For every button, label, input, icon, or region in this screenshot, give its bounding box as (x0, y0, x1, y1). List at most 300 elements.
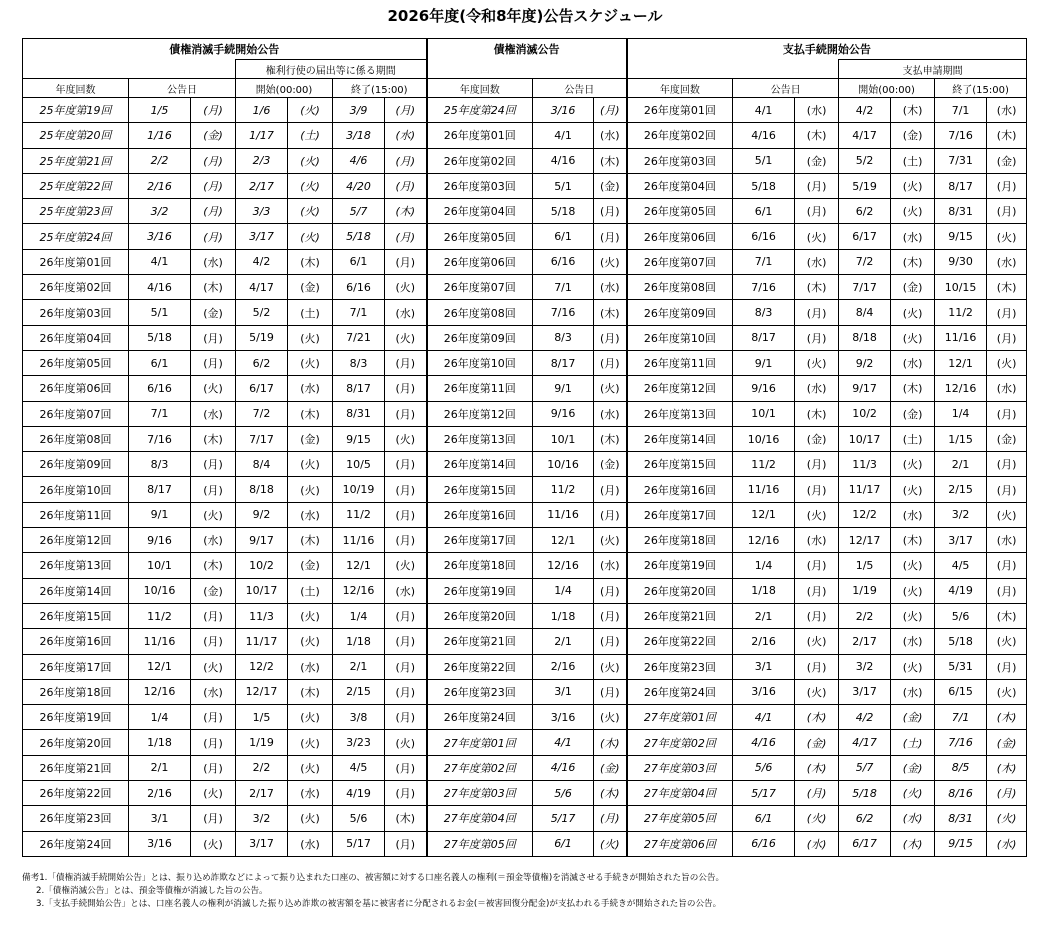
cell-s1-end-weekday: (月) (385, 603, 427, 628)
cell-s1-start-date: 11/17 (236, 629, 288, 654)
cell-s3-start-date: 2/17 (839, 629, 891, 654)
cell-s1-end-weekday: (木) (385, 806, 427, 831)
cell-s3-start-date: 3/2 (839, 654, 891, 679)
header-rights-period: 権利行使の届出等に係る期間 (236, 60, 427, 79)
cell-s2-announce-date: 10/16 (533, 452, 594, 477)
cell-s3-start-weekday: (火) (891, 199, 935, 224)
cell-s1-start-date: 12/17 (236, 679, 288, 704)
cell-s3-announce-date: 10/1 (733, 401, 795, 426)
cell-s2-announce-date: 3/1 (533, 679, 594, 704)
cell-s2-round: 26年度第03回 (427, 173, 533, 198)
cell-s1-end-date: 2/15 (333, 679, 385, 704)
cell-s3-round: 27年度第02回 (627, 730, 733, 755)
cell-s3-start-weekday: (火) (891, 300, 935, 325)
cell-s3-end-weekday: (月) (987, 578, 1027, 603)
cell-s3-start-weekday: (金) (891, 123, 935, 148)
cell-s1-end-date: 9/15 (333, 426, 385, 451)
cell-s1-round: 25年度第19回 (23, 98, 129, 123)
cell-s3-start-weekday: (火) (891, 452, 935, 477)
cell-s3-end-date: 1/4 (935, 401, 987, 426)
cell-s1-start-weekday: (木) (288, 679, 333, 704)
cell-s3-round: 26年度第07回 (627, 249, 733, 274)
cell-s3-end-date: 9/30 (935, 249, 987, 274)
cell-s1-round: 26年度第10回 (23, 477, 129, 502)
cell-s2-announce-weekday: (水) (594, 553, 627, 578)
cell-s1-start-date: 5/19 (236, 325, 288, 350)
cell-s1-end-date: 3/23 (333, 730, 385, 755)
cell-s3-round: 27年度第03回 (627, 755, 733, 780)
cell-s1-announce-weekday: (水) (191, 679, 236, 704)
cell-s3-announce-date: 1/18 (733, 578, 795, 603)
cell-s1-start-weekday: (金) (288, 426, 333, 451)
header-group-debt-extinction: 債権消滅公告 (427, 39, 627, 60)
cell-s3-end-date: 9/15 (935, 224, 987, 249)
cell-s2-announce-date: 4/16 (533, 755, 594, 780)
cell-s2-round: 26年度第10回 (427, 350, 533, 375)
cell-s3-start-date: 5/18 (839, 781, 891, 806)
cell-s1-announce-weekday: (月) (191, 629, 236, 654)
cell-s2-announce-weekday: (金) (594, 452, 627, 477)
cell-s3-end-date: 12/1 (935, 350, 987, 375)
cell-s3-announce-date: 4/16 (733, 123, 795, 148)
table-row (23, 98, 1027, 123)
cell-s2-announce-date: 12/1 (533, 528, 594, 553)
header-end: 終了(15:00) (333, 79, 427, 98)
cell-s3-announce-weekday: (木) (795, 755, 839, 780)
cell-s3-start-date: 6/2 (839, 806, 891, 831)
cell-s3-round: 26年度第10回 (627, 325, 733, 350)
cell-s2-announce-weekday: (木) (594, 781, 627, 806)
cell-s3-end-weekday: (月) (987, 173, 1027, 198)
cell-s1-announce-date: 7/16 (129, 426, 191, 451)
cell-s3-announce-date: 12/1 (733, 502, 795, 527)
cell-s1-round: 25年度第21回 (23, 148, 129, 173)
cell-s1-announce-date: 3/1 (129, 806, 191, 831)
cell-s3-start-date: 8/4 (839, 300, 891, 325)
cell-s1-end-date: 6/1 (333, 249, 385, 274)
cell-s1-end-date: 4/20 (333, 173, 385, 198)
table-row (23, 629, 1027, 654)
cell-s3-round: 26年度第20回 (627, 578, 733, 603)
cell-s3-start-date: 7/17 (839, 275, 891, 300)
cell-s2-announce-weekday: (月) (594, 629, 627, 654)
cell-s3-round: 26年度第19回 (627, 553, 733, 578)
cell-s1-round: 26年度第22回 (23, 781, 129, 806)
cell-s3-round: 26年度第16回 (627, 477, 733, 502)
cell-s1-announce-weekday: (木) (191, 426, 236, 451)
cell-s1-start-weekday: (土) (288, 123, 333, 148)
cell-s1-start-date: 9/2 (236, 502, 288, 527)
table-row (23, 781, 1027, 806)
cell-s3-end-date: 8/31 (935, 199, 987, 224)
cell-s1-announce-weekday: (月) (191, 705, 236, 730)
cell-s1-end-weekday: (火) (385, 275, 427, 300)
cell-s1-start-date: 3/3 (236, 199, 288, 224)
cell-s2-announce-date: 2/1 (533, 629, 594, 654)
cell-s2-round: 26年度第07回 (427, 275, 533, 300)
cell-s3-announce-date: 1/4 (733, 553, 795, 578)
cell-s3-round: 26年度第04回 (627, 173, 733, 198)
cell-s3-end-weekday: (水) (987, 98, 1027, 123)
cell-s1-round: 26年度第17回 (23, 654, 129, 679)
cell-s1-start-date: 10/17 (236, 578, 288, 603)
table-row (23, 730, 1027, 755)
cell-s3-announce-date: 6/16 (733, 224, 795, 249)
table-row (23, 426, 1027, 451)
cell-s1-announce-date: 3/16 (129, 224, 191, 249)
cell-s1-announce-date: 2/2 (129, 148, 191, 173)
cell-s3-end-date: 11/16 (935, 325, 987, 350)
cell-s3-start-date: 5/19 (839, 173, 891, 198)
cell-s1-end-weekday: (月) (385, 705, 427, 730)
cell-s3-announce-weekday: (月) (795, 173, 839, 198)
cell-s3-end-weekday: (水) (987, 249, 1027, 274)
cell-s1-end-date: 2/1 (333, 654, 385, 679)
cell-s1-end-date: 6/16 (333, 275, 385, 300)
cell-s1-announce-weekday: (火) (191, 781, 236, 806)
cell-s3-start-date: 12/2 (839, 502, 891, 527)
cell-s2-announce-weekday: (木) (594, 730, 627, 755)
cell-s1-announce-date: 1/18 (129, 730, 191, 755)
cell-s1-start-weekday: (水) (288, 502, 333, 527)
cell-s1-announce-weekday: (火) (191, 654, 236, 679)
header-start: 開始(00:00) (236, 79, 333, 98)
cell-s1-announce-weekday: (金) (191, 300, 236, 325)
cell-s3-announce-weekday: (月) (795, 603, 839, 628)
cell-s3-start-date: 10/17 (839, 426, 891, 451)
cell-s2-announce-weekday: (月) (594, 477, 627, 502)
cell-s3-start-weekday: (火) (891, 553, 935, 578)
cell-s3-end-weekday: (月) (987, 553, 1027, 578)
cell-s1-start-date: 7/2 (236, 401, 288, 426)
cell-s3-start-weekday: (土) (891, 730, 935, 755)
cell-s1-announce-date: 9/16 (129, 528, 191, 553)
cell-s2-announce-weekday: (水) (594, 123, 627, 148)
cell-s3-start-date: 4/17 (839, 730, 891, 755)
cell-s1-start-weekday: (火) (288, 98, 333, 123)
cell-s3-start-date: 5/7 (839, 755, 891, 780)
cell-s1-end-date: 7/21 (333, 325, 385, 350)
cell-s3-announce-weekday: (水) (795, 528, 839, 553)
cell-s3-start-date: 9/17 (839, 376, 891, 401)
cell-s1-round: 26年度第20回 (23, 730, 129, 755)
cell-s3-announce-weekday: (木) (795, 275, 839, 300)
cell-s3-announce-date: 5/1 (733, 148, 795, 173)
cell-s3-end-weekday: (木) (987, 705, 1027, 730)
cell-s1-start-weekday: (木) (288, 528, 333, 553)
cell-s3-end-weekday: (金) (987, 148, 1027, 173)
cell-s1-start-date: 8/4 (236, 452, 288, 477)
cell-s3-end-weekday: (水) (987, 376, 1027, 401)
cell-s1-announce-weekday: (金) (191, 123, 236, 148)
table-row (23, 654, 1027, 679)
cell-s1-start-date: 12/2 (236, 654, 288, 679)
cell-s3-round: 26年度第09回 (627, 300, 733, 325)
cell-s3-end-weekday: (水) (987, 528, 1027, 553)
cell-s1-round: 26年度第06回 (23, 376, 129, 401)
cell-s1-start-date: 5/2 (236, 300, 288, 325)
header-round: 年度回数 (23, 79, 129, 98)
cell-s2-announce-date: 9/1 (533, 376, 594, 401)
cell-s1-announce-date: 3/2 (129, 199, 191, 224)
cell-s1-start-date: 9/17 (236, 528, 288, 553)
cell-s1-start-date: 3/17 (236, 831, 288, 856)
cell-s1-round: 26年度第05回 (23, 350, 129, 375)
cell-s1-end-weekday: (月) (385, 654, 427, 679)
cell-s3-announce-date: 11/2 (733, 452, 795, 477)
cell-s1-start-date: 2/3 (236, 148, 288, 173)
cell-s3-round: 26年度第11回 (627, 350, 733, 375)
cell-s3-announce-date: 5/17 (733, 781, 795, 806)
cell-s3-end-date: 9/15 (935, 831, 987, 856)
cell-s2-round: 26年度第14回 (427, 452, 533, 477)
cell-s3-end-weekday: (火) (987, 502, 1027, 527)
cell-s3-start-weekday: (金) (891, 401, 935, 426)
cell-s2-announce-weekday: (火) (594, 831, 627, 856)
cell-s1-end-weekday: (火) (385, 325, 427, 350)
cell-s2-round: 26年度第04回 (427, 199, 533, 224)
cell-s2-announce-date: 6/1 (533, 224, 594, 249)
table-row (23, 452, 1027, 477)
cell-s1-round: 26年度第13回 (23, 553, 129, 578)
cell-s2-round: 26年度第19回 (427, 578, 533, 603)
cell-s1-start-date: 3/2 (236, 806, 288, 831)
cell-s2-announce-date: 1/4 (533, 578, 594, 603)
cell-s1-end-date: 4/5 (333, 755, 385, 780)
schedule-body (23, 98, 1027, 857)
cell-s1-start-weekday: (火) (288, 755, 333, 780)
header-group-payment-start: 支払手続開始公告 (627, 39, 1027, 60)
cell-s2-round: 26年度第05回 (427, 224, 533, 249)
cell-s2-announce-weekday: (木) (594, 426, 627, 451)
cell-s2-round: 26年度第21回 (427, 629, 533, 654)
cell-s2-announce-date: 2/16 (533, 654, 594, 679)
cell-s1-round: 26年度第21回 (23, 755, 129, 780)
cell-s2-round: 26年度第09回 (427, 325, 533, 350)
cell-s1-round: 25年度第22回 (23, 173, 129, 198)
cell-s1-start-date: 3/17 (236, 224, 288, 249)
table-row (23, 477, 1027, 502)
notes (22, 872, 1032, 911)
cell-s3-start-date: 6/17 (839, 831, 891, 856)
cell-s1-round: 26年度第23回 (23, 806, 129, 831)
cell-s3-start-weekday: (水) (891, 679, 935, 704)
cell-s1-announce-date: 4/1 (129, 249, 191, 274)
cell-s3-announce-weekday: (水) (795, 249, 839, 274)
cell-s1-start-weekday: (火) (288, 603, 333, 628)
cell-s1-start-weekday: (火) (288, 325, 333, 350)
cell-s1-announce-date: 12/1 (129, 654, 191, 679)
cell-s2-announce-date: 1/18 (533, 603, 594, 628)
cell-s3-start-weekday: (水) (891, 629, 935, 654)
cell-s2-announce-weekday: (月) (594, 679, 627, 704)
cell-s1-start-weekday: (木) (288, 249, 333, 274)
cell-s3-end-weekday: (月) (987, 781, 1027, 806)
cell-s3-start-date: 1/19 (839, 578, 891, 603)
cell-s1-end-weekday: (月) (385, 98, 427, 123)
cell-s3-round: 26年度第22回 (627, 629, 733, 654)
cell-s3-start-date: 10/2 (839, 401, 891, 426)
cell-s1-announce-weekday: (月) (191, 98, 236, 123)
cell-s2-announce-date: 4/16 (533, 148, 594, 173)
cell-s1-announce-weekday: (月) (191, 477, 236, 502)
cell-s2-round: 26年度第06回 (427, 249, 533, 274)
header-payment-period: 支払申請期間 (839, 60, 1027, 79)
cell-s3-announce-weekday: (火) (795, 679, 839, 704)
cell-s1-start-weekday: (火) (288, 705, 333, 730)
cell-s2-announce-weekday: (火) (594, 654, 627, 679)
page-title: 2026年度(令和8年度)公告スケジュール (387, 7, 663, 25)
cell-s3-round: 26年度第12回 (627, 376, 733, 401)
cell-s2-announce-date: 10/1 (533, 426, 594, 451)
cell-s3-end-weekday: (木) (987, 603, 1027, 628)
table-row (23, 224, 1027, 249)
cell-s1-announce-date: 10/16 (129, 578, 191, 603)
cell-s1-end-date: 4/19 (333, 781, 385, 806)
cell-s1-round: 26年度第01回 (23, 249, 129, 274)
cell-s1-start-date: 10/2 (236, 553, 288, 578)
cell-s3-start-weekday: (水) (891, 350, 935, 375)
cell-s1-announce-weekday: (木) (191, 275, 236, 300)
cell-s3-announce-weekday: (木) (795, 123, 839, 148)
cell-s2-announce-weekday: (月) (594, 98, 627, 123)
cell-s3-end-date: 2/15 (935, 477, 987, 502)
cell-s2-round: 27年度第04回 (427, 806, 533, 831)
cell-s3-start-weekday: (水) (891, 806, 935, 831)
cell-s1-announce-date: 6/16 (129, 376, 191, 401)
cell-s3-announce-weekday: (月) (795, 199, 839, 224)
cell-s1-round: 26年度第19回 (23, 705, 129, 730)
cell-s3-announce-weekday: (水) (795, 98, 839, 123)
cell-s3-start-weekday: (火) (891, 781, 935, 806)
cell-s1-start-weekday: (水) (288, 831, 333, 856)
cell-s3-announce-date: 3/16 (733, 679, 795, 704)
cell-s2-announce-weekday: (木) (594, 300, 627, 325)
cell-s1-end-date: 8/31 (333, 401, 385, 426)
cell-s3-end-date: 11/2 (935, 300, 987, 325)
cell-s2-announce-date: 7/1 (533, 275, 594, 300)
cell-s1-end-weekday: (火) (385, 553, 427, 578)
cell-s3-announce-weekday: (木) (795, 401, 839, 426)
cell-s1-announce-weekday: (水) (191, 528, 236, 553)
cell-s2-announce-weekday: (月) (594, 199, 627, 224)
cell-s1-start-weekday: (火) (288, 452, 333, 477)
cell-s3-start-date: 11/3 (839, 452, 891, 477)
cell-s1-announce-date: 11/2 (129, 603, 191, 628)
cell-s3-end-weekday: (木) (987, 275, 1027, 300)
cell-s2-announce-date: 11/2 (533, 477, 594, 502)
cell-s1-end-weekday: (火) (385, 426, 427, 451)
cell-s2-announce-date: 11/16 (533, 502, 594, 527)
cell-s1-announce-weekday: (月) (191, 730, 236, 755)
header-announce-date: 公告日 (733, 79, 839, 98)
cell-s1-round: 26年度第02回 (23, 275, 129, 300)
cell-s1-end-weekday: (月) (385, 477, 427, 502)
cell-s2-announce-date: 7/16 (533, 300, 594, 325)
cell-s3-start-date: 5/2 (839, 148, 891, 173)
cell-s3-end-date: 7/31 (935, 148, 987, 173)
cell-s2-announce-weekday: (火) (594, 249, 627, 274)
cell-s2-announce-date: 5/1 (533, 173, 594, 198)
cell-s3-announce-weekday: (火) (795, 629, 839, 654)
cell-s1-end-weekday: (月) (385, 831, 427, 856)
table-row (23, 806, 1027, 831)
cell-s3-end-weekday: (月) (987, 452, 1027, 477)
cell-s3-start-date: 1/5 (839, 553, 891, 578)
cell-s3-end-weekday: (月) (987, 654, 1027, 679)
cell-s3-end-date: 7/1 (935, 98, 987, 123)
cell-s3-end-date: 5/6 (935, 603, 987, 628)
cell-s2-announce-weekday: (月) (594, 502, 627, 527)
cell-s2-announce-weekday: (金) (594, 173, 627, 198)
cell-s1-start-weekday: (火) (288, 199, 333, 224)
cell-s3-announce-date: 4/1 (733, 705, 795, 730)
cell-s3-start-date: 3/17 (839, 679, 891, 704)
cell-s1-end-date: 8/17 (333, 376, 385, 401)
cell-s3-end-date: 8/16 (935, 781, 987, 806)
cell-s3-end-weekday: (火) (987, 224, 1027, 249)
cell-s2-announce-date: 4/1 (533, 123, 594, 148)
cell-s1-round: 26年度第18回 (23, 679, 129, 704)
cell-s3-round: 26年度第14回 (627, 426, 733, 451)
table-row (23, 831, 1027, 856)
cell-s2-round: 26年度第24回 (427, 705, 533, 730)
cell-s3-announce-date: 7/16 (733, 275, 795, 300)
cell-s1-start-date: 11/3 (236, 603, 288, 628)
cell-s1-announce-date: 5/1 (129, 300, 191, 325)
cell-s1-announce-weekday: (月) (191, 325, 236, 350)
cell-s1-announce-weekday: (月) (191, 452, 236, 477)
cell-s3-round: 26年度第03回 (627, 148, 733, 173)
cell-s1-start-weekday: (土) (288, 578, 333, 603)
cell-s1-start-date: 8/18 (236, 477, 288, 502)
header-round: 年度回数 (427, 79, 533, 98)
cell-s3-announce-date: 6/1 (733, 806, 795, 831)
cell-s1-announce-date: 11/16 (129, 629, 191, 654)
cell-s1-announce-date: 10/1 (129, 553, 191, 578)
cell-s1-start-weekday: (火) (288, 350, 333, 375)
table-row (23, 275, 1027, 300)
cell-s1-start-date: 7/17 (236, 426, 288, 451)
cell-s2-announce-date: 3/16 (533, 705, 594, 730)
cell-s3-announce-weekday: (月) (795, 325, 839, 350)
cell-s2-announce-date: 9/16 (533, 401, 594, 426)
cell-s3-round: 26年度第21回 (627, 603, 733, 628)
cell-s3-end-date: 8/5 (935, 755, 987, 780)
cell-s3-start-weekday: (金) (891, 275, 935, 300)
table-row (23, 679, 1027, 704)
cell-s1-announce-weekday: (金) (191, 578, 236, 603)
cell-s3-end-weekday: (月) (987, 300, 1027, 325)
cell-s3-start-date: 7/2 (839, 249, 891, 274)
table-row (23, 553, 1027, 578)
cell-s2-round: 26年度第13回 (427, 426, 533, 451)
cell-s1-round: 25年度第23回 (23, 199, 129, 224)
cell-s1-announce-weekday: (木) (191, 553, 236, 578)
cell-s3-end-date: 10/15 (935, 275, 987, 300)
cell-s3-end-date: 6/15 (935, 679, 987, 704)
cell-s1-announce-weekday: (月) (191, 199, 236, 224)
cell-s3-start-weekday: (木) (891, 528, 935, 553)
cell-s3-start-date: 12/17 (839, 528, 891, 553)
cell-s1-start-weekday: (火) (288, 224, 333, 249)
cell-s1-end-date: 5/17 (333, 831, 385, 856)
table-row (23, 376, 1027, 401)
cell-s3-start-date: 9/2 (839, 350, 891, 375)
cell-s3-start-weekday: (火) (891, 325, 935, 350)
cell-s3-announce-weekday: (月) (795, 654, 839, 679)
cell-s3-end-date: 12/16 (935, 376, 987, 401)
